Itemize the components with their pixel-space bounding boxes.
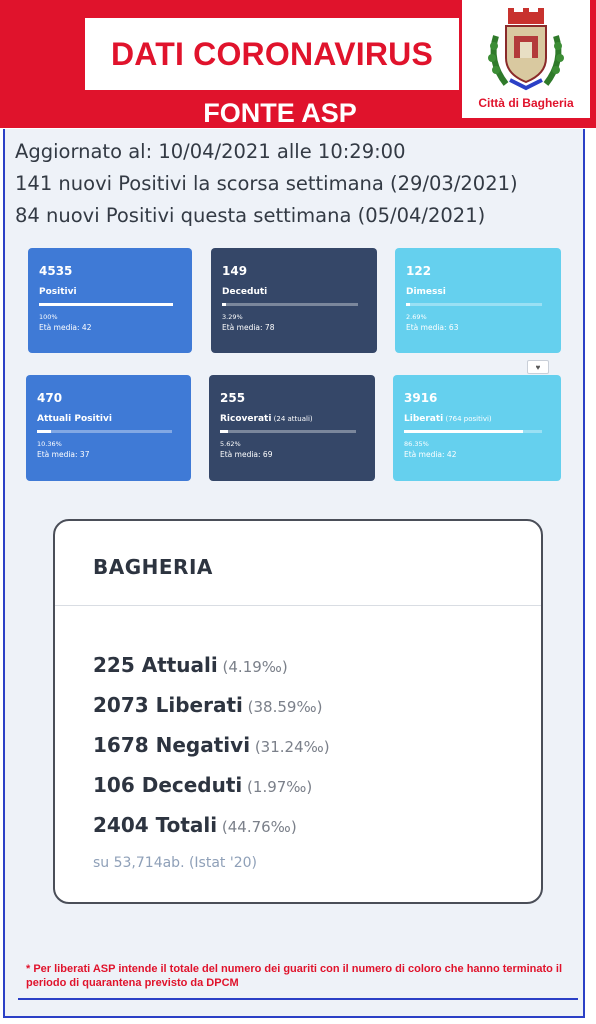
stat-average-age: Età media: 37 (37, 450, 90, 459)
summary-count: 225 Attuali (93, 653, 218, 677)
coat-of-arms-icon (476, 6, 576, 94)
stat-average-age: Età media: 42 (39, 323, 92, 332)
city-name: Città di Bagheria (478, 96, 574, 110)
stat-progress-fill (222, 303, 226, 306)
heart-button[interactable] (527, 360, 549, 374)
stat-label (37, 414, 112, 424)
stat-progress-fill (37, 430, 51, 433)
city-logo (462, 0, 590, 118)
stat-average-age: Età media: 42 (404, 450, 457, 459)
stat-average-age: Età media: 69 (220, 450, 273, 459)
footnote: * Per liberati ASP intende il totale del numero dei guariti con il numero di coloro che hanno terminato il periodo di quarantena previsto da DPCM (26, 963, 563, 989)
this-week-positives: 84 nuovi Positivi questa settimana (05/04/2021) (15, 204, 486, 227)
page-title: DATI CORONAVIRUS (110, 35, 433, 72)
stat-percent: 3.29% (222, 313, 243, 321)
stat-progress-bar (39, 303, 173, 306)
bagheria-summary-card (53, 519, 543, 904)
heart-icon: ♥ (535, 362, 541, 372)
summary-row (93, 733, 330, 757)
stat-card-deceduti (211, 248, 377, 353)
stat-label (222, 287, 267, 297)
stat-percent: 100% (39, 313, 58, 321)
summary-permille: (4.19‰) (217, 658, 288, 676)
stat-value: 122 (406, 264, 432, 278)
stat-progress-bar (404, 430, 542, 433)
stat-value: 3916 (404, 391, 438, 405)
stat-percent: 10.36% (37, 440, 62, 448)
summary-permille: (1.97‰) (242, 778, 313, 796)
stat-progress-bar (220, 430, 356, 433)
stat-label-text: Liberati (404, 414, 444, 424)
summary-count: 2404 Totali (93, 813, 218, 837)
summary-row (93, 813, 297, 837)
stat-label-text: Deceduti (222, 287, 268, 297)
stat-card-liberati (393, 375, 561, 481)
stat-sublabel: (764 positivi) (443, 415, 492, 423)
bagheria-title: BAGHERIA (93, 555, 213, 579)
summary-row (93, 693, 322, 717)
summary-permille: (38.59‰) (242, 698, 323, 716)
stat-label (39, 287, 77, 297)
stat-progress-bar (406, 303, 542, 306)
bottom-divider (18, 998, 578, 1000)
summary-count: 2073 Liberati (93, 693, 243, 717)
update-timestamp: Aggiornato al: 10/04/2021 alle 10:29:00 (15, 140, 406, 163)
summary-count: 106 Deceduti (93, 773, 243, 797)
title-box (85, 18, 459, 90)
header-banner (0, 0, 596, 128)
stat-value: 255 (220, 391, 246, 405)
stat-value: 470 (37, 391, 63, 405)
stat-percent: 5.62% (220, 440, 241, 448)
summary-row (93, 773, 312, 797)
summary-permille: (44.76‰) (217, 818, 297, 836)
stat-label-text: Dimessi (406, 287, 446, 297)
stat-percent: 86.35% (404, 440, 429, 448)
stat-sublabel: (24 attuali) (271, 415, 313, 423)
stat-average-age: Età media: 78 (222, 323, 275, 332)
stat-card-dimessi (395, 248, 561, 353)
population-note: su 53,714ab. (Istat '20) (93, 855, 257, 871)
stat-progress-bar (37, 430, 172, 433)
stat-value: 149 (222, 264, 248, 278)
stat-label (404, 414, 492, 424)
last-week-positives: 141 nuovi Positivi la scorsa settimana (29/03/2021) (15, 172, 518, 195)
stat-percent: 2.69% (406, 313, 427, 321)
stat-card-attuali-positivi (26, 375, 191, 481)
summary-row (93, 653, 288, 677)
stat-label-text: Positivi (39, 287, 77, 297)
summary-count: 1678 Negativi (93, 733, 251, 757)
divider (55, 605, 541, 606)
summary-permille: (31.24‰) (250, 738, 330, 756)
stat-progress-fill (39, 303, 173, 306)
stat-average-age: Età media: 63 (406, 323, 459, 332)
stat-progress-fill (406, 303, 410, 306)
stat-label-text: Ricoverati (220, 414, 272, 424)
stat-card-ricoverati (209, 375, 375, 481)
stat-progress-fill (220, 430, 228, 433)
stat-card-positivi (28, 248, 192, 353)
stat-progress-fill (404, 430, 523, 433)
stat-label (220, 414, 313, 424)
stat-value: 4535 (39, 264, 73, 278)
stat-progress-bar (222, 303, 358, 306)
source-label: FONTE ASP (203, 98, 357, 128)
stat-label (406, 287, 446, 297)
stat-label-text: Attuali Positivi (37, 414, 112, 424)
